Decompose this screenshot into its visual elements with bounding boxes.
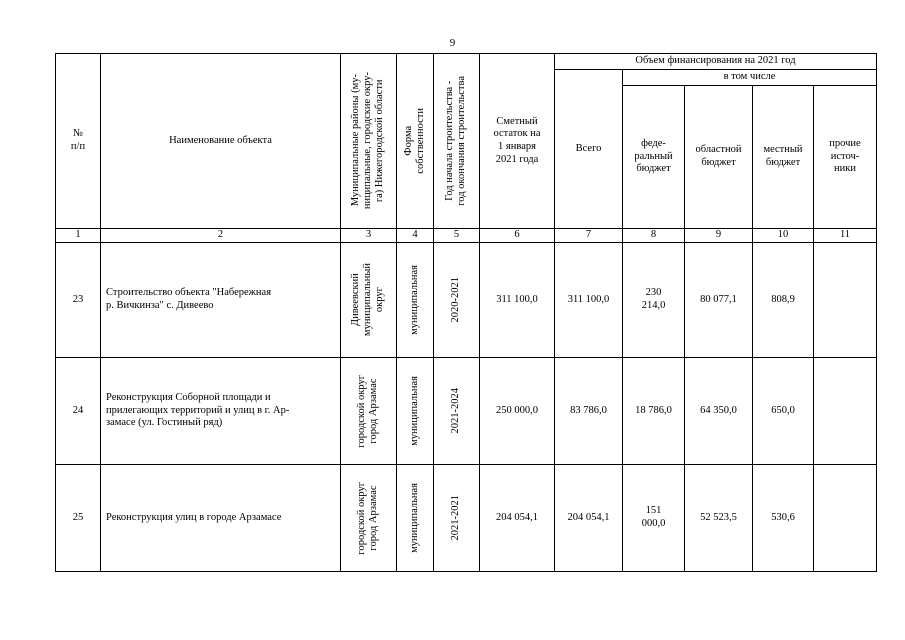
row-ownership-text: муниципальная [408, 265, 420, 335]
financing-table [55, 53, 877, 572]
row-years-text: 2020-2021 [450, 277, 462, 323]
row-ownership-text: муниципальная [408, 483, 420, 553]
row-district [341, 358, 397, 465]
row-ownership [397, 243, 434, 358]
header-federal: феде- ральный бюджет [623, 86, 685, 229]
header-remaining: Сметный остаток на 1 января 2021 года [480, 54, 555, 229]
header-other: прочие источ- ники [814, 86, 877, 229]
header-row-1 [56, 54, 877, 70]
header-years [434, 54, 480, 229]
colnum-3: 3 [341, 229, 397, 243]
header-including: в том числе [623, 70, 877, 86]
row-num: 25 [56, 465, 101, 572]
colnum-4: 4 [397, 229, 434, 243]
header-ownership-text: Форма собственности [402, 108, 426, 174]
row-name: Реконструкция Соборной площади и прилегающих территорий и улиц в г. Ар- замасе (ул. Гостиный ряд) [101, 358, 341, 465]
row-district-text: городской округ город Арзамас [356, 481, 380, 555]
row-years-text: 2021-2021 [450, 495, 462, 541]
header-name: Наименование объекта [101, 54, 341, 229]
table-row [56, 243, 877, 358]
row-remaining: 250 000,0 [480, 358, 555, 465]
header-districts [341, 54, 397, 229]
row-num: 24 [56, 358, 101, 465]
row-name: Реконструкция улиц в городе Арзамасе [101, 465, 341, 572]
colnum-6: 6 [480, 229, 555, 243]
row-district-text: городской округ город Арзамас [356, 374, 380, 448]
row-total: 204 054,1 [555, 465, 623, 572]
header-num: № п/п [56, 54, 101, 229]
row-years-text: 2021-2024 [450, 388, 462, 434]
table-row [56, 465, 877, 572]
colnum-2: 2 [101, 229, 341, 243]
colnum-11: 11 [814, 229, 877, 243]
colnum-1: 1 [56, 229, 101, 243]
row-other [814, 358, 877, 465]
row-regional: 80 077,1 [685, 243, 753, 358]
row-district-text: Дивеевский муниципальный округ [350, 263, 386, 337]
row-local: 808,9 [753, 243, 814, 358]
row-district [341, 243, 397, 358]
row-name: Строительство объекта "Набережная р. Вичкинза" с. Дивеево [101, 243, 341, 358]
row-district [341, 465, 397, 572]
row-regional: 64 350,0 [685, 358, 753, 465]
colnum-9: 9 [685, 229, 753, 243]
row-total: 311 100,0 [555, 243, 623, 358]
row-other [814, 465, 877, 572]
row-ownership-text: муниципальная [408, 376, 420, 446]
row-remaining: 204 054,1 [480, 465, 555, 572]
row-federal: 18 786,0 [623, 358, 685, 465]
header-total: Всего [555, 70, 623, 229]
page-number: 9 [449, 37, 456, 49]
colnum-7: 7 [555, 229, 623, 243]
row-local: 650,0 [753, 358, 814, 465]
header-years-text: Год начала строительства - год окончания строительства [444, 76, 468, 206]
header-regional: областной бюджет [685, 86, 753, 229]
column-numbers-row [56, 229, 877, 243]
row-remaining: 311 100,0 [480, 243, 555, 358]
row-years [434, 243, 480, 358]
table-row [56, 358, 877, 465]
row-years [434, 358, 480, 465]
header-ownership [397, 54, 434, 229]
row-num: 23 [56, 243, 101, 358]
row-other [814, 243, 877, 358]
row-regional: 52 523,5 [685, 465, 753, 572]
row-federal: 151 000,0 [623, 465, 685, 572]
row-ownership [397, 465, 434, 572]
colnum-5: 5 [434, 229, 480, 243]
row-ownership [397, 358, 434, 465]
row-total: 83 786,0 [555, 358, 623, 465]
header-financing: Объем финансирования на 2021 год [555, 54, 877, 70]
colnum-10: 10 [753, 229, 814, 243]
row-federal: 230 214,0 [623, 243, 685, 358]
row-local: 530,6 [753, 465, 814, 572]
header-local: местный бюджет [753, 86, 814, 229]
header-districts-text: Муниципальные районы (му- ниципальные, городские окру- га) Нижегородской области [350, 72, 386, 210]
colnum-8: 8 [623, 229, 685, 243]
row-years [434, 465, 480, 572]
